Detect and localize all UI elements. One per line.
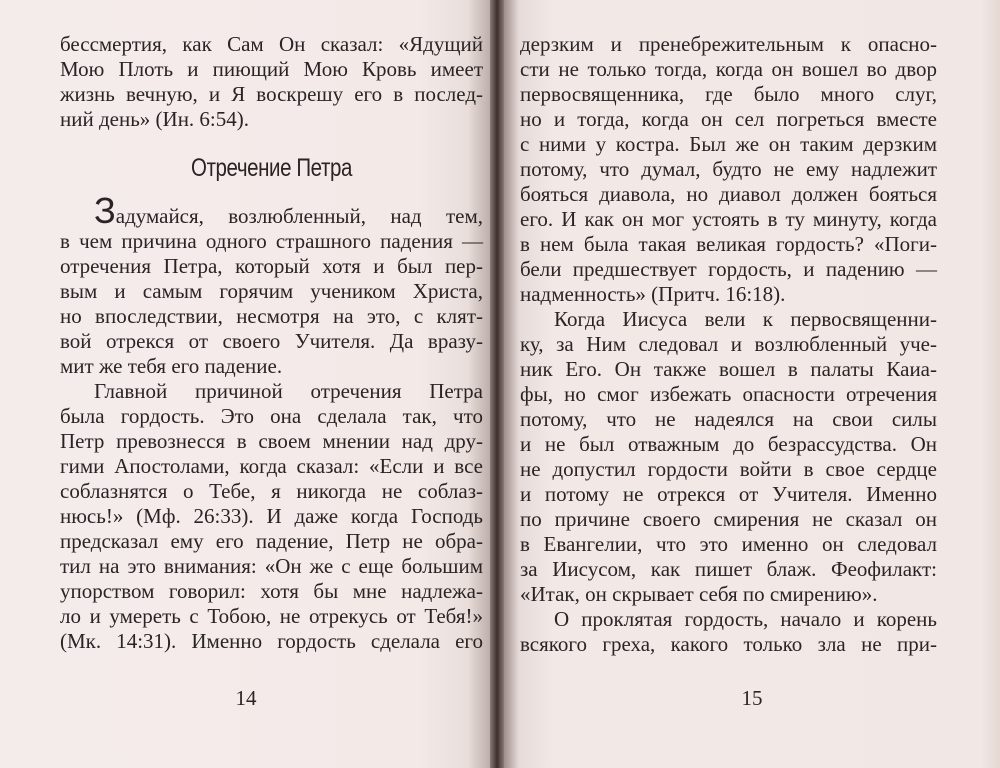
text-line: и не был отважным до безрассудства. Он bbox=[520, 432, 937, 456]
text-line: была гордость. Это она сделала так, что bbox=[60, 404, 483, 428]
text-line: вым и самым горячим учеником Христа, bbox=[60, 279, 483, 303]
text-line: О проклятая гордость, начало и корень bbox=[554, 607, 937, 631]
text-line: Петр превознесся в своем мнении над дру- bbox=[60, 429, 483, 453]
paragraph bbox=[520, 32, 937, 307]
text-line: бояться диавола, но диавол должен бояться bbox=[520, 182, 937, 206]
text-line: Когда Иисуса вели к первосвященни- bbox=[554, 307, 937, 331]
text-line: Главной причиной отречения Петра bbox=[94, 379, 483, 403]
paragraph bbox=[520, 307, 937, 607]
right-page bbox=[504, 0, 1000, 768]
text-line: ку, за Ним следовал и возлюбленный уче- bbox=[520, 332, 937, 356]
text-line: (Мк. 14:31). Именно гордость сделала его bbox=[60, 629, 483, 653]
text-line: вой отрекся от своего Учителя. Да вразу- bbox=[60, 329, 483, 353]
text-line: фы, но смог избежать опасности отречения bbox=[520, 382, 937, 406]
text-line: мит же тебя его падение. bbox=[60, 354, 283, 378]
text-line: не допустил гордости войти в свое сердце bbox=[520, 457, 937, 481]
text-line: всякого греха, какого только зла не при- bbox=[520, 632, 937, 656]
text-line: бессмертия, как Сам Он сказал: «Ядущий bbox=[60, 32, 483, 56]
text-line: тил на это внимания: «Он же с еще большим bbox=[60, 554, 483, 578]
section-heading: Отречение Петра bbox=[191, 154, 352, 182]
text-line: потому, что не надеялся на свои силы bbox=[520, 407, 937, 431]
text-line: по причине своего смирения не сказал он bbox=[520, 507, 937, 531]
text-line: но впоследствии, несмотря на это, с клят- bbox=[60, 304, 483, 328]
text-line: его. И как он мог устоять в ту минуту, когда bbox=[520, 207, 937, 231]
paragraph bbox=[60, 379, 483, 654]
paragraph bbox=[520, 607, 937, 657]
text-line: упорством говорил: хотя бы мне надлежа- bbox=[60, 579, 483, 603]
text-line: ло и умереть с Тобою, не отрекусь от Тебя!» bbox=[60, 604, 483, 628]
text-line: предсказал ему его падение, Петр не обра- bbox=[60, 529, 483, 553]
text-line: «Итак, он скрывает себя по смирению». bbox=[520, 582, 878, 606]
text-line: отречения Петра, который хотя и был пер- bbox=[60, 254, 483, 278]
text-line: ник Его. Он также вошел в палаты Каиа- bbox=[520, 357, 937, 381]
drop-cap: З bbox=[94, 190, 116, 231]
text-line: ний день» (Ин. 6:54). bbox=[60, 107, 250, 131]
text-line: в нем была такая великая гордость? «Поги- bbox=[520, 232, 937, 256]
text-line: сти не только тогда, когда он вошел во двор bbox=[520, 57, 937, 81]
page-number-right: 15 bbox=[741, 686, 763, 710]
text-line: и потому не отрекся от Учителя. Именно bbox=[520, 482, 937, 506]
paragraph bbox=[60, 32, 483, 132]
text-line: дерзким и пренебрежительным к опасно- bbox=[520, 32, 937, 56]
text-line: жизнь вечную, и Я воскрешу его в послед- bbox=[60, 82, 483, 106]
left-page bbox=[0, 0, 492, 768]
text-line: первосвященника, где было много слуг, bbox=[520, 82, 937, 106]
text-line: потому, что думал, будто не ему надлежит bbox=[520, 157, 937, 181]
text-line: за Иисусом, как пишет блаж. Феофилакт: bbox=[520, 557, 937, 581]
left-page-text bbox=[60, 32, 483, 654]
text-line: надменность» (Притч. 16:18). bbox=[520, 282, 786, 306]
text-line: в Евангелии, что это именно он следовал bbox=[520, 532, 937, 556]
text-line-rest: адумайся, возлюбленный, над тем, bbox=[115, 204, 483, 228]
text-line bbox=[60, 190, 483, 231]
right-page-text bbox=[520, 32, 937, 657]
paragraph bbox=[60, 190, 483, 379]
text-line: Мою Плоть и пиющий Мою Кровь имеет bbox=[60, 57, 483, 81]
text-line: с ними у костра. Был же он таким дерзким bbox=[520, 132, 937, 156]
text-line: нюсь!» (Мф. 26:33). И даже когда Господь bbox=[60, 504, 483, 528]
text-line: бели предшествует гордость, и падению — bbox=[520, 257, 937, 281]
text-line: в чем причина одного страшного падения — bbox=[60, 229, 483, 253]
text-line: соблазнятся о Тебе, я никогда не соблаз- bbox=[60, 479, 483, 503]
page-number-left: 14 bbox=[235, 686, 257, 710]
text-line: но и тогда, когда он сел погреться вместе bbox=[520, 107, 937, 131]
text-line: гими Апостолами, когда сказал: «Если и все bbox=[60, 454, 483, 478]
